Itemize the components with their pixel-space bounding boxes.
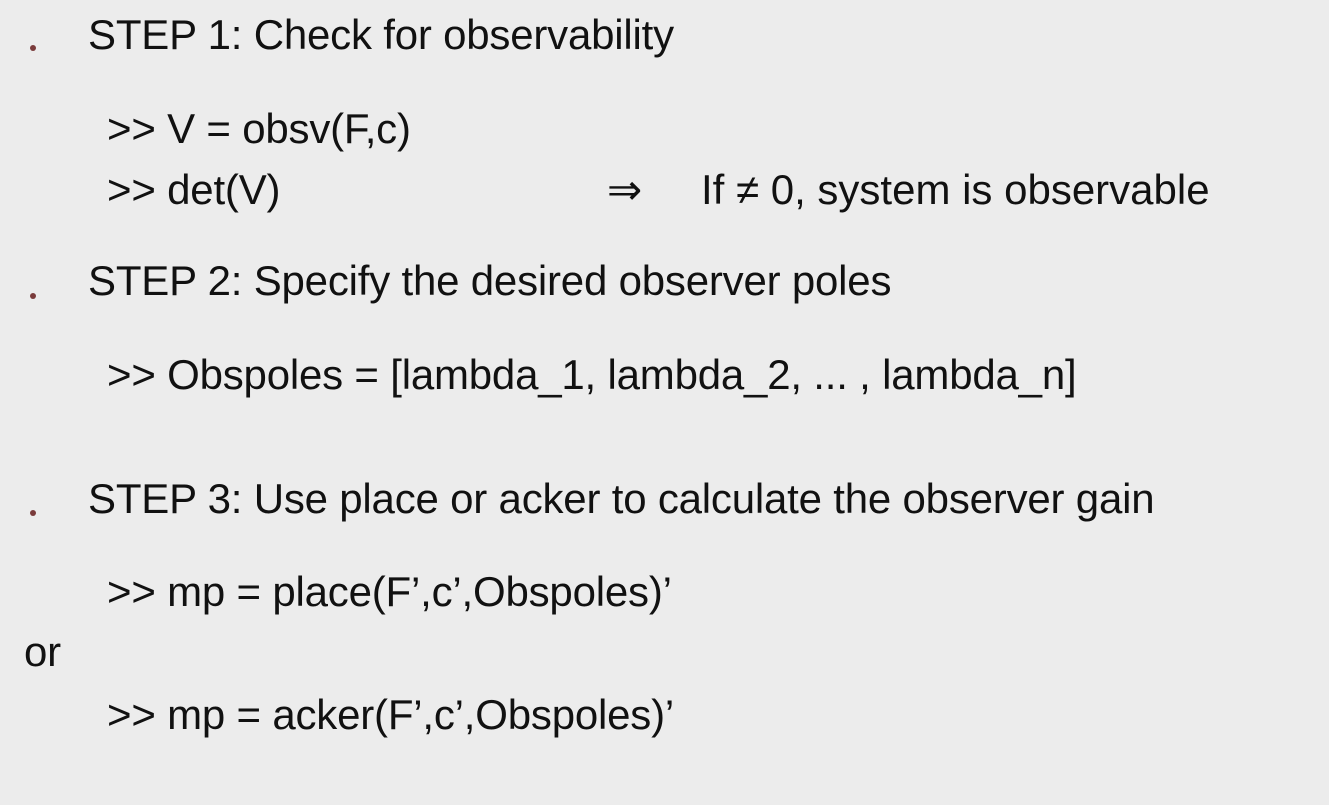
observability-condition: If ≠ 0, system is observable [701, 166, 1210, 213]
step-2-title: STEP 2: Specify the desired observer poles [88, 257, 892, 304]
implies-symbol: ⇒ [607, 166, 643, 213]
step-1-code-det: >> det(V) [107, 166, 281, 213]
step-1-title: STEP 1: Check for observability [88, 11, 674, 58]
bullet-step-3 [30, 510, 36, 516]
step-3-title: STEP 3: Use place or acker to calculate the observer gain [88, 475, 1155, 522]
step-3-code-place: >> mp = place(F’,c’,Obspoles)’ [107, 568, 672, 615]
step-3-code-acker: >> mp = acker(F’,c’,Obspoles)’ [107, 691, 675, 738]
bullet-step-1 [30, 45, 36, 51]
bullet-step-2 [30, 293, 36, 299]
or-label: or [24, 628, 61, 675]
step-1-observability-note [607, 165, 1210, 215]
step-1-code-obsv: >> V = obsv(F,c) [107, 105, 411, 152]
step-2-code-obspoles: >> Obspoles = [lambda_1, lambda_2, ... , lambda_n] [107, 351, 1077, 398]
